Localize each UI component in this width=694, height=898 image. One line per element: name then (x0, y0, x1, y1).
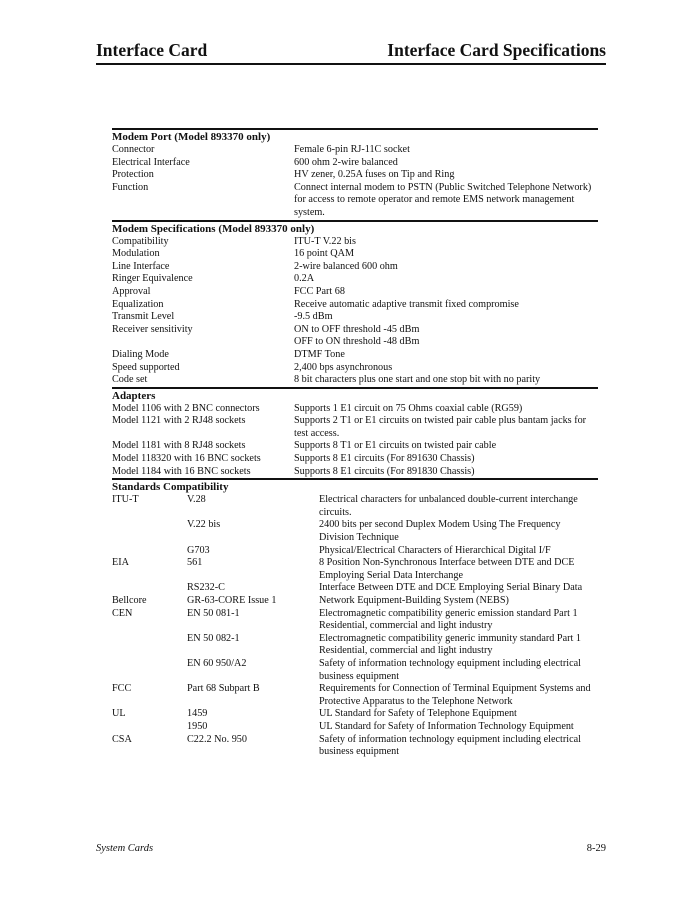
standard-description: Safety of information technology equipment including electrical business equipment (319, 733, 581, 758)
spec-value: FCC Part 68 (294, 285, 345, 297)
spec-row (112, 466, 598, 479)
standard-description: Electromagnetic compatibility generic immunity standard Part 1 Residential, commercial and light industry (319, 632, 581, 657)
standard-row (112, 658, 598, 683)
page-number: 8-29 (586, 843, 606, 854)
spec-row (112, 403, 598, 416)
spec-value: 600 ohm 2-wire balanced (294, 156, 398, 168)
standard-id: G703 (187, 544, 210, 556)
spec-label: Speed supported (112, 361, 180, 373)
spec-value: 0.2A (294, 273, 315, 285)
standard-row (112, 734, 598, 759)
spec-label: Model 1106 with 2 BNC connectors (112, 402, 260, 414)
standard-description: UL Standard for Safety of Information Technology Equipment (319, 720, 574, 732)
standard-id: V.22 bis (187, 519, 221, 531)
spec-value: Supports 1 E1 circuit on 75 Ohms coaxial cable (RG59) (294, 402, 523, 414)
spec-label: Model 1184 with 16 BNC sockets (112, 465, 251, 477)
spec-label: Electrical Interface (112, 156, 190, 168)
spec-value: 2-wire balanced 600 ohm (294, 260, 398, 272)
spec-label: Dialing Mode (112, 348, 169, 360)
spec-row (112, 248, 598, 261)
standard-description: Requirements for Connection of Terminal Equipment Systems and Protective Apparatus to the Telephone Network (319, 683, 591, 707)
spec-label: Line Interface (112, 260, 170, 272)
spec-label: Function (112, 181, 149, 193)
standard-description: Interface Between DTE and DCE Employing Serial Binary Data (319, 582, 583, 594)
standard-org (112, 519, 187, 544)
modem-specs-section (112, 220, 598, 387)
standard-row (112, 683, 598, 708)
standard-id: V.28 (187, 494, 206, 506)
standard-description: Network Equipment-Building System (NEBS) (319, 595, 509, 606)
section-title: Modem Specifications (Model 893370 only) (112, 220, 598, 236)
spec-row (112, 349, 598, 362)
spec-row (112, 440, 598, 453)
spec-label: Modulation (112, 248, 160, 260)
standard-id: GR-63-CORE Issue 1 (187, 595, 277, 606)
spec-row (112, 169, 598, 182)
modem-specs-rows (112, 236, 598, 387)
spec-row (112, 182, 598, 220)
spec-value: Connect internal modem to PSTN (Public Switched Telephone Network) for access to remote operator and remote EMS network management system. (294, 181, 592, 218)
spec-label: Equalization (112, 298, 164, 310)
spec-row (112, 453, 598, 466)
spec-label: Approval (112, 285, 151, 297)
spec-row (112, 415, 598, 440)
standard-row (112, 608, 598, 633)
standard-row (112, 633, 598, 658)
footer-chapter: System Cards (96, 843, 154, 854)
standard-row (112, 595, 598, 608)
standards-rows (112, 494, 598, 758)
standard-org: UL (112, 708, 126, 720)
standard-org: EIA (112, 557, 129, 569)
spec-value: OFF to ON threshold -48 dBm (294, 336, 420, 348)
spec-row (112, 311, 598, 324)
header-rule (96, 63, 606, 65)
spec-label: Model 1181 with 8 RJ48 sockets (112, 440, 246, 452)
standard-id: Part 68 Subpart B (187, 683, 260, 695)
standard-description: Electromagnetic compatibility generic emission standard Part 1 Residential, commercial and light industry (319, 607, 578, 632)
adapters-section (112, 387, 598, 479)
standard-description: Electrical characters for unbalanced double-current interchange circuits. (319, 494, 578, 518)
spec-value: ITU-T V.22 bis (294, 235, 356, 247)
standard-id: 561 (187, 557, 203, 569)
standard-description: Safety of information technology equipment including electrical business equipment (319, 657, 581, 682)
standard-row (112, 708, 598, 721)
spec-value: DTMF Tone (294, 348, 345, 360)
standard-row (112, 557, 598, 582)
standard-org (112, 633, 187, 658)
standard-id: RS232-C (187, 582, 225, 594)
page-header (96, 40, 606, 64)
standard-description: 2400 bits per second Duplex Modem Using The Frequency Division Technique (319, 519, 561, 544)
standard-org: Bellcore (112, 595, 147, 606)
spec-value: 16 point QAM (294, 248, 354, 260)
spec-label: Compatibility (112, 235, 169, 247)
spec-row (112, 362, 598, 375)
standard-org: CEN (112, 607, 133, 619)
modem-port-section (112, 128, 598, 220)
modem-port-rows (112, 144, 598, 220)
standard-org (112, 721, 187, 734)
spec-value: ON to OFF threshold -45 dBm (294, 323, 420, 335)
standard-row (112, 494, 598, 519)
standard-id: EN 60 950/A2 (187, 657, 247, 669)
spec-value: 8 bit characters plus one start and one stop bit with no parity (294, 374, 541, 386)
standard-id: EN 50 082-1 (187, 632, 240, 644)
spec-label: Model 118320 with 16 BNC sockets (112, 453, 261, 465)
standard-description: Physical/Electrical Characters of Hierarchical Digital I/F (319, 544, 551, 556)
header-section-title: Interface Card Specifications (387, 40, 606, 60)
standard-row (112, 582, 598, 595)
spec-row (112, 144, 598, 157)
spec-value: Supports 8 E1 circuits (For 891830 Chassis) (294, 465, 475, 477)
standard-description: 8 Position Non-Synchronous Interface between DTE and DCE Employing Serial Data Interchange (319, 557, 575, 581)
spec-row (112, 261, 598, 274)
standard-row (112, 519, 598, 544)
spec-value: Supports 8 T1 or E1 circuits on twisted pair cable (294, 440, 497, 452)
spec-label (112, 336, 294, 349)
spec-value: Supports 2 T1 or E1 circuits on twisted pair cable plus bantam jacks for test access. (294, 415, 587, 439)
spec-value: Supports 8 E1 circuits (For 891630 Chassis) (294, 453, 475, 465)
standard-id: C22.2 No. 950 (187, 733, 247, 745)
standard-row (112, 545, 598, 558)
standards-section (112, 478, 598, 758)
spec-label: Protection (112, 169, 154, 181)
adapters-rows (112, 403, 598, 479)
spec-row (112, 374, 598, 387)
spec-label: Model 1121 with 2 RJ48 sockets (112, 415, 246, 427)
spec-value: Female 6-pin RJ-11C socket (294, 144, 410, 155)
standard-id: 1950 (187, 720, 208, 732)
standard-org: FCC (112, 683, 132, 695)
spec-row (112, 299, 598, 312)
section-title: Modem Port (Model 893370 only) (112, 128, 598, 144)
spec-row (112, 336, 598, 349)
spec-value: 2,400 bps asynchronous (294, 361, 393, 373)
spec-row (112, 157, 598, 170)
spec-label: Ringer Equivalence (112, 273, 193, 285)
standard-org: ITU-T (112, 494, 139, 506)
standard-row (112, 721, 598, 734)
spec-value: Receive automatic adaptive transmit fixed compromise (294, 298, 519, 310)
header-chapter-title: Interface Card (96, 40, 208, 60)
spec-label: Receiver sensitivity (112, 323, 193, 335)
spec-row (112, 273, 598, 286)
standard-org (112, 582, 187, 595)
spec-label: Connector (112, 144, 155, 155)
spec-content (112, 128, 598, 759)
spec-row (112, 286, 598, 299)
standard-description: UL Standard for Safety of Telephone Equipment (319, 708, 517, 720)
spec-row (112, 324, 598, 337)
spec-row (112, 236, 598, 249)
spec-label: Code set (112, 374, 148, 386)
section-title: Adapters (112, 387, 598, 403)
standard-org (112, 545, 187, 558)
spec-label: Transmit Level (112, 311, 175, 323)
standard-id: 1459 (187, 708, 208, 720)
spec-value: -9.5 dBm (294, 311, 333, 323)
spec-value: HV zener, 0.25A fuses on Tip and Ring (294, 169, 455, 181)
standard-id: EN 50 081-1 (187, 607, 240, 619)
standard-org (112, 658, 187, 683)
standard-org: CSA (112, 733, 132, 745)
section-title: Standards Compatibility (112, 478, 598, 494)
